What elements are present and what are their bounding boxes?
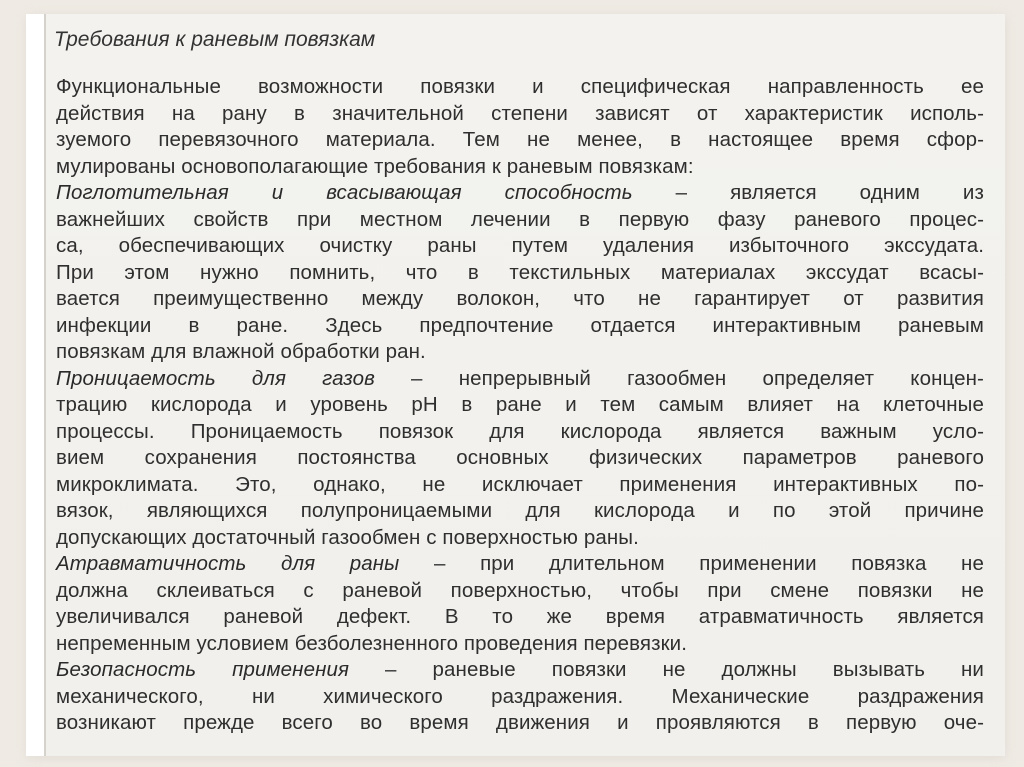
line-text: са, обеспечивающих очистку раны путем удаления избыточного экссудата. <box>56 234 984 257</box>
text-line <box>56 154 984 181</box>
text-line <box>56 445 984 472</box>
section-term: Поглотительная и всасывающая способность <box>56 181 633 204</box>
section-term: Безопасность применения <box>56 658 349 681</box>
line-text: – раневые повязки не должны вызывать ни <box>349 658 984 681</box>
line-text: зуемого перевязочного материала. Тем не менее, в настоящее время сфор- <box>56 128 984 151</box>
text-line <box>56 578 984 605</box>
line-text: микроклимата. Это, однако, не исключает применения интерактивных по- <box>56 472 984 496</box>
line-text: непременным условием безболезненного проведения перевязки. <box>56 631 688 655</box>
text-line <box>56 233 984 260</box>
text-line <box>56 710 984 737</box>
document-body <box>56 74 984 737</box>
text-line <box>56 551 984 578</box>
line-text: – непрерывный газообмен определяет концен- <box>374 366 984 390</box>
line-text: инфекции в ране. Здесь предпочтение отдается интерактивным раневым <box>56 313 984 337</box>
text-line <box>56 419 984 446</box>
line-text: допускающих достаточный газообмен с поверхностью раны. <box>56 525 639 549</box>
text-line <box>56 74 984 101</box>
text-line <box>56 392 984 419</box>
line-text: Функциональные возможности повязки и специфическая направленность ее <box>56 75 984 98</box>
text-line <box>56 339 984 366</box>
document-title: Требования к раневым повязкам <box>54 28 376 51</box>
line-text: вязок, являющихся полупроницаемыми для кислорода и по этой причине <box>56 499 984 522</box>
section-term: Проницаемость для газов <box>56 366 375 390</box>
line-text: При этом нужно помнить, что в текстильных материалах экссудат всасы- <box>56 260 984 284</box>
line-text: – является одним из <box>632 181 984 204</box>
line-text: – при длительном применении повязка не <box>399 552 984 575</box>
text-line <box>56 286 984 313</box>
line-text: возникают прежде всего во время движения и проявляются в первую оче- <box>56 711 984 734</box>
text-line <box>56 127 984 154</box>
text-line <box>56 180 984 207</box>
line-text: действия на рану в значительной степени зависят от характеристик исполь- <box>56 101 984 125</box>
line-text: вием сохранения постоянства основных физических параметров раневого <box>56 446 984 469</box>
text-line <box>56 684 984 711</box>
text-line <box>56 525 984 552</box>
line-text: трацию кислорода и уровень pH в ране и тем самым влияет на клеточные <box>56 393 984 416</box>
text-line <box>56 472 984 499</box>
line-text: важнейших свойств при местном лечении в первую фазу раневого процес- <box>56 207 984 231</box>
text-line <box>56 101 984 128</box>
text-line <box>56 657 984 684</box>
text-line <box>56 631 984 658</box>
line-text: повязкам для влажной обработки ран. <box>56 340 426 363</box>
text-line <box>56 313 984 340</box>
scanned-document <box>44 14 1005 756</box>
line-text: процессы. Проницаемость повязок для кислорода является важным усло- <box>56 419 984 443</box>
line-text: механического, ни химического раздражения. Механические раздражения <box>56 684 984 708</box>
text-line <box>56 260 984 287</box>
line-text: увеличивался раневой дефект. В то же время атравматичность является <box>56 605 984 628</box>
line-text: мулированы основополагающие требования к раневым повязкам: <box>56 154 694 178</box>
section-term: Атравматичность для раны <box>56 552 400 575</box>
line-text: вается преимущественно между волокон, что не гарантирует от развития <box>56 287 984 310</box>
slide-page <box>26 14 1002 756</box>
text-line <box>56 207 984 234</box>
text-line <box>56 366 984 393</box>
text-line <box>56 604 984 631</box>
line-text: должна склеиваться с раневой поверхностью, чтобы при смене повязки не <box>56 578 984 602</box>
text-line <box>56 498 984 525</box>
